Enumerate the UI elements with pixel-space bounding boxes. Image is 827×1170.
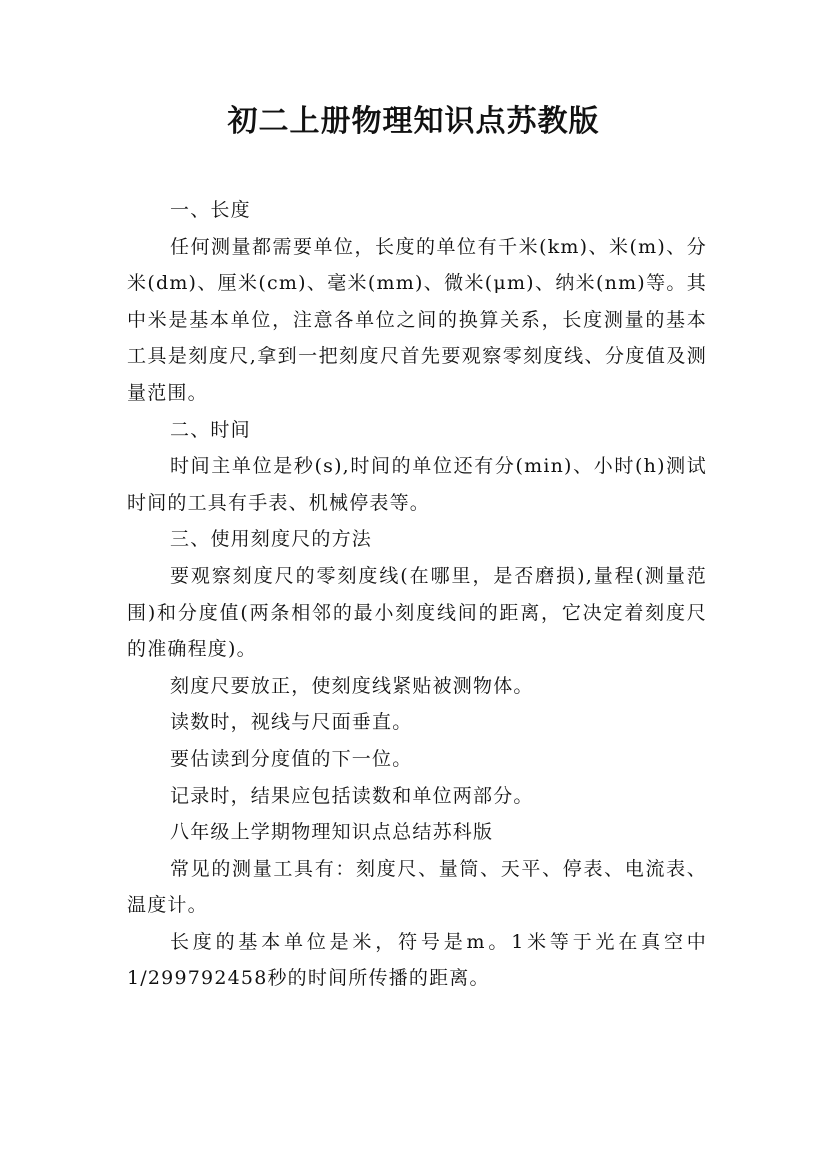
heading-ruler-method: 三、使用刻度尺的方法 [170, 528, 373, 551]
heading-length: 一、长度 [170, 199, 251, 221]
heading-time: 二、时间 [170, 418, 251, 441]
paragraph-length-units: 任何测量都需要单位，长度的单位有千米(km)、米(m)、分米(dm)、厘米(cm)、毫米(mm)、微米(μm)、纳米(nm)等。其中米是基本单位，注意各单位之间的换算关系，长度测量的基本工具是刻度尺,拿到一把刻度尺首先要观察零刻度线、分度值及测量范围。 [127, 235, 707, 404]
paragraph-ruler-place: 刻度尺要放正，使刻度线紧贴被测物体。 [170, 674, 534, 697]
paragraph-meter-definition: 长度的基本单位是米，符号是m。1米等于光在真空中1/299792458秒的时间所传播的距离。 [127, 930, 707, 990]
paragraph-ruler-observe: 要观察刻度尺的零刻度线(在哪里，是否磨损),量程(测量范围)和分度值(两条相邻的最小刻度线间的距离，它决定着刻度尺的准确程度)。 [127, 564, 707, 661]
document-body [127, 192, 707, 997]
heading-summary: 八年级上学期物理知识点总结苏科版 [170, 821, 494, 844]
paragraph-time-units: 时间主单位是秒(s),时间的单位还有分(min)、小时(h)测试时间的工具有手表、机械停表等。 [127, 455, 707, 514]
paragraph-measuring-tools: 常见的测量工具有：刻度尺、量筒、天平、停表、电流表、温度计。 [127, 857, 707, 917]
document-title: 初二上册物理知识点苏教版 [227, 104, 600, 139]
paragraph-ruler-read: 读数时，视线与尺面垂直。 [170, 711, 413, 734]
paragraph-ruler-record: 记录时，结果应包括读数和单位两部分。 [170, 784, 534, 807]
paragraph-ruler-estimate: 要估读到分度值的下一位。 [170, 747, 413, 770]
